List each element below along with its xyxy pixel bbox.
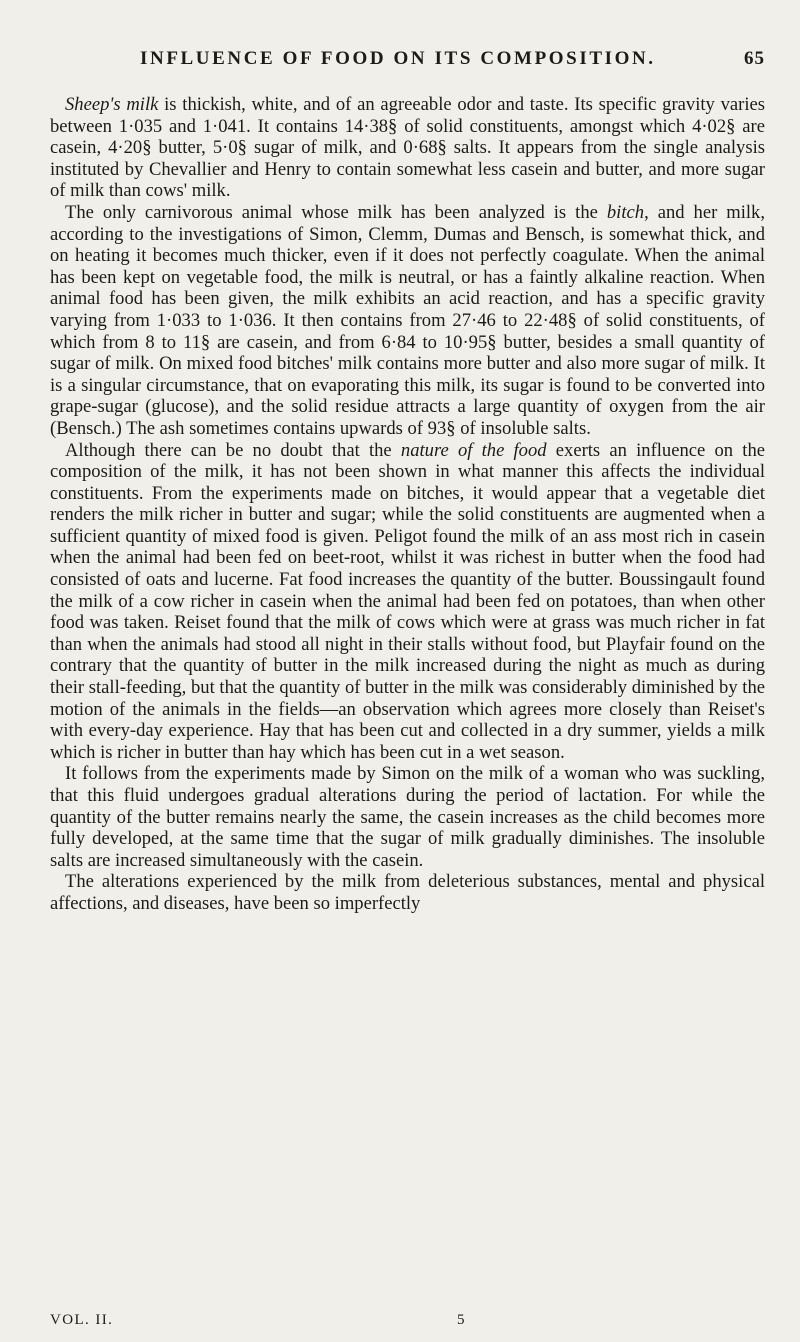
paragraph-text: exerts an influence on the composition of the milk, it has not been shown in what manner this affects the individual constituents. From the experiments made on bitches, it would appear that a vegetable diet renders the milk richer in butter and sugar; while the solid constituents are augmented when a sufficient quantity of mixed food is given. Peligot found the milk of an ass most rich in casein when the animal had been fed on beet-root, whilst it was richest in butter when the food had consisted of oats and lucerne. Fat food increases the quantity of the butter. Boussingault found the milk of a cow richer in casein when the animal had been fed on potatoes, than when other food was taken. Reiset found that the milk of cows which were at grass was much richer in fat than when the animals had stood all night in their stalls without food, but Playfair found on the contrary that the quantity of butter in the milk increased during the night as much as during their stall-feeding, but that the quantity of butter in the milk was considerably diminished by the motion of the animals in the fields—an observation which agrees more closely than Reiset's with every-day experience. Hay that has been cut and collected in a dry summer, yields a milk which is richer in butter than hay which has been cut in a wet season. bbox=[50, 439, 765, 763]
paragraph-text: It follows from the experiments made by Simon on the milk of a woman who was suckling, that this fluid undergoes gradual alterations during the period of lactation. For while the quantity of the butter remains nearly the same, the casein increases as the child becomes more fully developed, at the same time that the sugar of milk gradually diminishes. The insoluble salts are increased simultaneously with the casein. bbox=[50, 763, 765, 871]
paragraph-bitch-milk bbox=[50, 202, 765, 440]
running-header bbox=[50, 48, 765, 78]
paragraph-alterations bbox=[50, 871, 765, 914]
body-text bbox=[50, 94, 765, 915]
running-title: INFLUENCE OF FOOD ON ITS COMPOSITION. bbox=[140, 48, 656, 69]
italic-term: nature of the food bbox=[400, 439, 547, 461]
paragraph-text: is thickish, white, and of an agreeable odor and taste. Its specific gravity varies between 1·035 and 1·041. It contains 14·38§ of solid constituents, amongst which 4·02§ are casein, 4·20§ butter, 5·0§ sugar of milk, and 0·68§ salts. It appears from the single analysis instituted by Chevallier and Henry to contain somewhat less casein and butter, and more sugar of milk than cows' milk. bbox=[50, 94, 765, 202]
paragraph-text: The only carnivorous animal whose milk has been analyzed is the bbox=[65, 201, 607, 223]
paragraph-text: Although there can be no doubt that the bbox=[65, 439, 401, 461]
paragraph-sheeps-milk bbox=[50, 94, 765, 202]
italic-term: bitch bbox=[606, 201, 645, 223]
paragraph-text: The alterations experienced by the milk from deleterious substances, mental and physical affections, and diseases, have been so imperfectly bbox=[50, 871, 765, 914]
signature-mark: 5 bbox=[457, 1312, 466, 1328]
paragraph-lactation bbox=[50, 763, 765, 871]
volume-label: VOL. II. bbox=[50, 1312, 114, 1328]
paragraph-nature-of-food bbox=[50, 440, 765, 764]
page-number: 65 bbox=[744, 48, 765, 69]
page-footer bbox=[50, 1312, 765, 1332]
paragraph-text: , and her milk, according to the investigations of Simon, Clemm, Dumas and Bensch, is somewhat thick, and on heating it becomes much thicker, even if it does not perfectly coagulate. When the animal has been kept on vegetable food, the milk is neutral, or has a faintly alkaline reaction. When animal food has been given, the milk exhibits an acid reaction, and has a specific gravity varying from 1·033 to 1·036. It then contains from 27·46 to 22·48§ of solid constituents, of which from 8 to 11§ are casein, and from 6·84 to 10·95§ butter, besides a small quantity of sugar of milk. On mixed food bitches' milk contains more butter and also more sugar of milk. It is a singular circumstance, that on evaporating this milk, its sugar is found to be converted into grape-sugar (glucose), and the solid residue attracts a large quantity of oxygen from the air (Bensch.) The ash sometimes contains upwards of 93§ of insoluble salts. bbox=[50, 201, 765, 439]
italic-term: Sheep's milk bbox=[65, 94, 159, 115]
